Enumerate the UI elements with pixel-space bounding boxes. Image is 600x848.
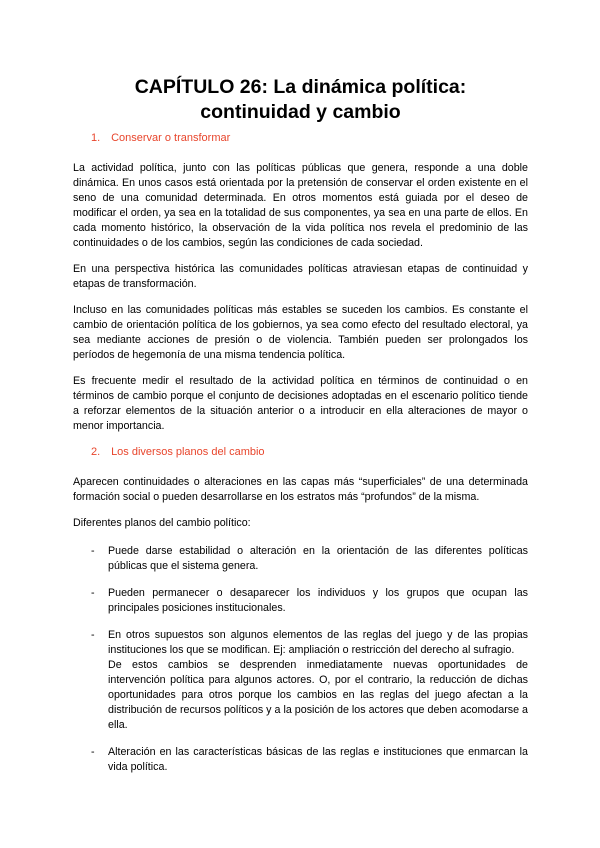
section-title: Conservar o transformar bbox=[111, 132, 231, 144]
section-heading-1 bbox=[91, 131, 528, 145]
paragraph: La actividad política, junto con las políticas públicas que genera, responde a una doble dinámica. En unos casos está orientada por la pretensión de conservar el orden existente en el seno de una comunidad determinada. En otros momentos está guiada por el deseo de modificar el orden, ya sea en la totalidad de sus componentes, ya sea en una parte de ellos. En cada momento histórico, la observación de la vida política nos revela el predominio de las continuidades o de los cambios, según las condiciones de cada sociedad. bbox=[73, 162, 528, 249]
list-item bbox=[73, 628, 528, 733]
list-item-text: Alteración en las características básicas de las reglas e instituciones que enmarcan la vida política. bbox=[108, 746, 528, 773]
list-item-continuation: De estos cambios se desprenden inmediatamente nuevas oportunidades de intervención política para algunos actores. O, por el contrario, la reducción de dichas oportunidades para otros porque los cambios en las reglas del juego afectan a la distribución de recursos políticos y a la posición de los actores que deben acomodarse a ella. bbox=[108, 659, 528, 731]
dash-marker: - bbox=[91, 746, 95, 758]
list-item-text: En otros supuestos son algunos elementos de las reglas del juego y de las propias instituciones los que se modifican. Ej: ampliación o restricción del derecho al sufragio. bbox=[108, 629, 528, 656]
paragraph: Aparecen continuidades o alteraciones en las capas más “superficiales” de una determinada formación social o pueden desarrollarse en los estratos más “profundos” de la misma. bbox=[73, 476, 528, 503]
chapter-title-line2: continuidad y cambio bbox=[200, 101, 401, 123]
list-item-text: Puede darse estabilidad o alteración en la orientación de las diferentes políticas públicas que el sistema genera. bbox=[108, 545, 528, 572]
section-heading-2 bbox=[91, 445, 528, 459]
chapter-title bbox=[73, 75, 528, 125]
chapter-title-line1: CAPÍTULO 26: La dinámica política: bbox=[134, 76, 467, 98]
dash-marker: - bbox=[91, 629, 95, 641]
dash-marker: - bbox=[91, 587, 95, 599]
list-item-text: Pueden permanecer o desaparecer los individuos y los grupos que ocupan las principales posiciones institucionales. bbox=[108, 587, 528, 614]
list-item bbox=[73, 544, 528, 574]
paragraph: Incluso en las comunidades políticas más estables se suceden los cambios. Es constante el cambio de orientación política de los gobiernos, ya sea como efecto del resultado electoral, ya sea mediante acciones de presión o de violencia. También pueden ser prolongados los períodos de hegemonía de una misma tendencia política. bbox=[73, 304, 528, 361]
paragraph: Diferentes planos del cambio político: bbox=[73, 517, 251, 529]
section-number: 1. bbox=[91, 132, 101, 144]
section-number: 2. bbox=[91, 446, 101, 458]
change-planes-list bbox=[73, 544, 528, 775]
paragraph: Es frecuente medir el resultado de la actividad política en términos de continuidad o en términos de cambio porque el conjunto de decisiones adoptadas en el escenario político tiende a reforzar elementos de la situación anterior o a introducir en ella alteraciones de mayor o menor importancia. bbox=[73, 375, 528, 432]
list-item bbox=[73, 586, 528, 616]
list-item bbox=[73, 745, 528, 775]
dash-marker: - bbox=[91, 545, 95, 557]
section-title: Los diversos planos del cambio bbox=[111, 446, 265, 458]
paragraph: En una perspectiva histórica las comunidades políticas atraviesan etapas de continuidad y etapas de transformación. bbox=[73, 263, 528, 290]
